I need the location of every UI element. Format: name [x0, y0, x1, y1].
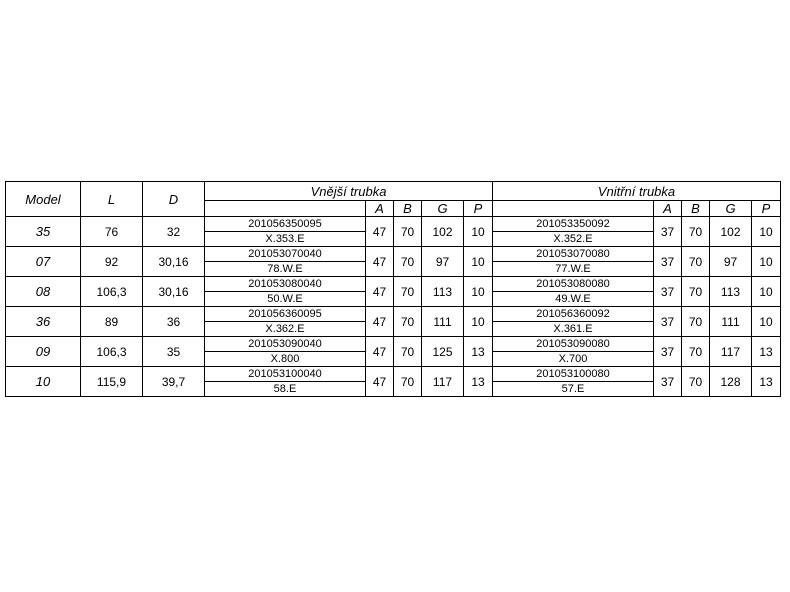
table-header [6, 182, 781, 217]
cell-outer-code: 201056360095 [205, 307, 366, 322]
cell-model: 08 [6, 277, 81, 307]
cell-l: 89 [81, 307, 143, 337]
cell-inner-a: 37 [654, 217, 682, 247]
header-outer-a: A [366, 201, 394, 217]
cell-inner-g: 111 [710, 307, 752, 337]
cell-inner-a: 37 [654, 367, 682, 397]
header-inner-b: B [682, 201, 710, 217]
cell-inner-code: 201056360092 [493, 307, 654, 322]
cell-inner-code: 201053090080 [493, 337, 654, 352]
cell-inner-g: 97 [710, 247, 752, 277]
cell-outer-a: 47 [366, 277, 394, 307]
cell-inner-p: 10 [752, 307, 781, 337]
cell-inner-b: 70 [682, 217, 710, 247]
cell-inner-g: 102 [710, 217, 752, 247]
cell-model: 10 [6, 367, 81, 397]
cell-outer-a: 47 [366, 217, 394, 247]
cell-outer-code: 201053100040 [205, 367, 366, 382]
cell-outer-b: 70 [394, 217, 422, 247]
cell-outer-code: 201053070040 [205, 247, 366, 262]
cell-inner-p: 13 [752, 367, 781, 397]
cell-outer-p: 13 [464, 337, 493, 367]
cell-outer-a: 47 [366, 307, 394, 337]
cell-inner-a: 37 [654, 277, 682, 307]
cell-inner-b: 70 [682, 247, 710, 277]
cell-inner-code: 201053100080 [493, 367, 654, 382]
spec-table [5, 181, 781, 397]
cell-inner-ref: X.352.E [493, 232, 654, 247]
cell-outer-b: 70 [394, 367, 422, 397]
header-model: Model [6, 182, 81, 217]
cell-inner-a: 37 [654, 247, 682, 277]
header-l: L [81, 182, 143, 217]
cell-model: 07 [6, 247, 81, 277]
cell-outer-g: 102 [422, 217, 464, 247]
cell-outer-p: 10 [464, 277, 493, 307]
cell-inner-a: 37 [654, 307, 682, 337]
cell-outer-p: 13 [464, 367, 493, 397]
cell-outer-b: 70 [394, 277, 422, 307]
cell-outer-g: 117 [422, 367, 464, 397]
header-inner-tube: Vnitřní trubka [493, 182, 781, 201]
cell-d: 30,16 [143, 247, 205, 277]
cell-outer-ref: X.800 [205, 352, 366, 367]
cell-outer-b: 70 [394, 247, 422, 277]
cell-inner-ref: 49.W.E [493, 292, 654, 307]
cell-inner-ref: 57.E [493, 382, 654, 397]
cell-outer-a: 47 [366, 247, 394, 277]
cell-outer-code: 201053080040 [205, 277, 366, 292]
cell-l: 92 [81, 247, 143, 277]
cell-outer-code: 201056350095 [205, 217, 366, 232]
header-outer-tube: Vnější trubka [205, 182, 493, 201]
cell-outer-ref: 58.E [205, 382, 366, 397]
cell-l: 115,9 [81, 367, 143, 397]
cell-outer-b: 70 [394, 307, 422, 337]
table-body [6, 217, 781, 397]
header-inner-a: A [654, 201, 682, 217]
cell-inner-ref: 77.W.E [493, 262, 654, 277]
cell-outer-ref: X.353.E [205, 232, 366, 247]
cell-inner-code: 201053070080 [493, 247, 654, 262]
cell-inner-g: 117 [710, 337, 752, 367]
cell-model: 36 [6, 307, 81, 337]
cell-outer-code: 201053090040 [205, 337, 366, 352]
cell-outer-p: 10 [464, 217, 493, 247]
cell-l: 76 [81, 217, 143, 247]
cell-l: 106,3 [81, 277, 143, 307]
cell-l: 106,3 [81, 337, 143, 367]
cell-inner-p: 10 [752, 247, 781, 277]
cell-outer-g: 113 [422, 277, 464, 307]
cell-inner-code: 201053080080 [493, 277, 654, 292]
cell-d: 39,7 [143, 367, 205, 397]
cell-inner-ref: X.700 [493, 352, 654, 367]
cell-inner-ref: X.361.E [493, 322, 654, 337]
cell-outer-b: 70 [394, 337, 422, 367]
cell-inner-a: 37 [654, 337, 682, 367]
cell-inner-g: 113 [710, 277, 752, 307]
header-inner-g: G [710, 201, 752, 217]
cell-outer-g: 125 [422, 337, 464, 367]
header-outer-code [205, 201, 366, 217]
cell-inner-p: 13 [752, 337, 781, 367]
cell-inner-b: 70 [682, 307, 710, 337]
header-outer-g: G [422, 201, 464, 217]
cell-outer-ref: X.362.E [205, 322, 366, 337]
cell-outer-p: 10 [464, 247, 493, 277]
cell-d: 32 [143, 217, 205, 247]
cell-inner-p: 10 [752, 277, 781, 307]
cell-d: 30,16 [143, 277, 205, 307]
header-inner-code [493, 201, 654, 217]
cell-inner-b: 70 [682, 367, 710, 397]
cell-d: 35 [143, 337, 205, 367]
cell-d: 36 [143, 307, 205, 337]
header-d: D [143, 182, 205, 217]
cell-inner-b: 70 [682, 277, 710, 307]
cell-outer-ref: 78.W.E [205, 262, 366, 277]
cell-inner-b: 70 [682, 337, 710, 367]
cell-inner-p: 10 [752, 217, 781, 247]
cell-outer-a: 47 [366, 367, 394, 397]
cell-inner-g: 128 [710, 367, 752, 397]
header-outer-p: P [464, 201, 493, 217]
cell-outer-g: 111 [422, 307, 464, 337]
cell-outer-a: 47 [366, 337, 394, 367]
cell-outer-g: 97 [422, 247, 464, 277]
header-inner-p: P [752, 201, 781, 217]
header-outer-b: B [394, 201, 422, 217]
cell-model: 09 [6, 337, 81, 367]
cell-inner-code: 201053350092 [493, 217, 654, 232]
cell-outer-p: 10 [464, 307, 493, 337]
cell-outer-ref: 50.W.E [205, 292, 366, 307]
cell-model: 35 [6, 217, 81, 247]
